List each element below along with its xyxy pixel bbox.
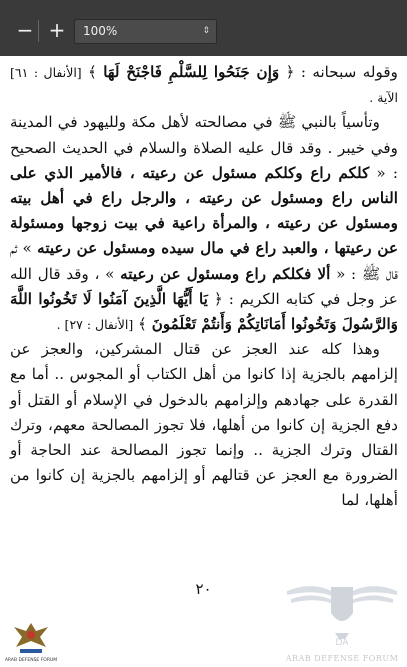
verse-reference: [الأنفال : ٢٧] .	[56, 317, 134, 333]
forum-logo	[2, 617, 60, 663]
paragraph-2: وتأسياً بالنبي ﷺ في مصالحته لأهل مكة ولليهود في المدينة وفي خيبر . وقد قال عليه الصلاة والسلام في الحديث الصحيح : « كلكم راع وكلكم مسئول عن رعيته ، فالأمير الذي على الناس راع ومسئول عن رعيته ، والرجل راع في أهل بيته ومسئول عن رعيته ، والمرأة راعية في بيت زوجها ومسئولة عن رعيتها ، والعبد راع في مال سيده ومسئول عن رعيته » ثم قال ﷺ : « ألا فكلكم راع ومسئول عن رعيته » ، وقد قال الله عز وجل في كتابه الكريم : ﴿ يَا أَيُّهَا الَّذِينَ آمَنُوا لَا تَخُونُوا اللَّهَ وَالرَّسُولَ وَتَخُونُوا أَمَانَاتِكُمْ وَأَنتُمْ تَعْلَمُونَ ﴾ [الأنفال : ٢٧] .	[10, 113, 399, 334]
select-arrows-icon: ⇕	[202, 26, 210, 36]
toolbar-separator	[38, 20, 39, 42]
eagle-emblem-icon	[2, 617, 60, 657]
svg-text:DA: DA	[335, 638, 349, 648]
zoom-out-button[interactable]: −	[16, 18, 34, 42]
pdf-toolbar	[0, 0, 407, 56]
quran-verse: وَإِن جَنَحُوا لِلسَّلْمِ فَاجْنَحْ لَهَا	[103, 63, 280, 81]
forum-watermark	[283, 573, 401, 665]
page-text	[10, 60, 398, 514]
paragraph-1: وقوله سبحانه : ﴿ وَإِن جَنَحُوا لِلسَّلْمِ فَاجْنَحْ لَهَا ﴾ [الأنفال : ٦١] الآية .	[10, 63, 398, 106]
zoom-in-button[interactable]: +	[48, 18, 66, 42]
watermark-text: ARAB DEFENSE FORUM	[285, 654, 399, 663]
logo-caption: ARAB DEFENSE FORUM	[4, 658, 58, 663]
verse-reference: [الأنفال : ٦١] الآية .	[10, 65, 398, 106]
shield-wings-icon	[283, 573, 401, 653]
quran-verse: يَا أَيُّهَا الَّذِينَ آمَنُوا لَا تَخُونُوا اللَّهَ وَالرَّسُولَ وَتَخُونُوا أَمَانَاتِكُمْ وَأَنتُمْ تَعْلَمُونَ	[10, 289, 398, 334]
page-number: ٢٠	[195, 580, 212, 598]
hadith-text: كلكم راع وكلكم مسئول عن رعيته ، فالأمير الذي على الناس راع ومسئول عن رعيته ، والرجل راع في أهل بيته ومسئول عن رعيته ، والمرأة راعية في بيت زوجها ومسئولة عن رعيتها ، والعبد راع في مال سيده ومسئول عن رعيته	[10, 163, 399, 258]
zoom-select[interactable]	[74, 19, 217, 44]
zoom-value: 100%	[83, 24, 118, 38]
hadith-text: ألا فكلكم راع ومسئول عن رعيته	[120, 264, 331, 283]
paragraph-3: وهذا كله عند العجز عن قتال المشركين، والعجز عن إلزامهم بالجزية إذا كانوا من أهل الكتاب أو المجوس .. أما مع القدرة على جهادهم وإلزامهم بالدخول في الإسلام أو القتل أو دفع الجزية إن كانوا من أهلها، فلا تجوز المصالحة معهم، وترك القتال وترك الجزية .. وإنما تجوز المصالحة عند الحاجة أو الضرورة مع العجز عن قتالهم أو إلزامهم بالجزية إن كانوا من أهلها، لما	[10, 340, 398, 510]
document-page	[0, 56, 407, 667]
